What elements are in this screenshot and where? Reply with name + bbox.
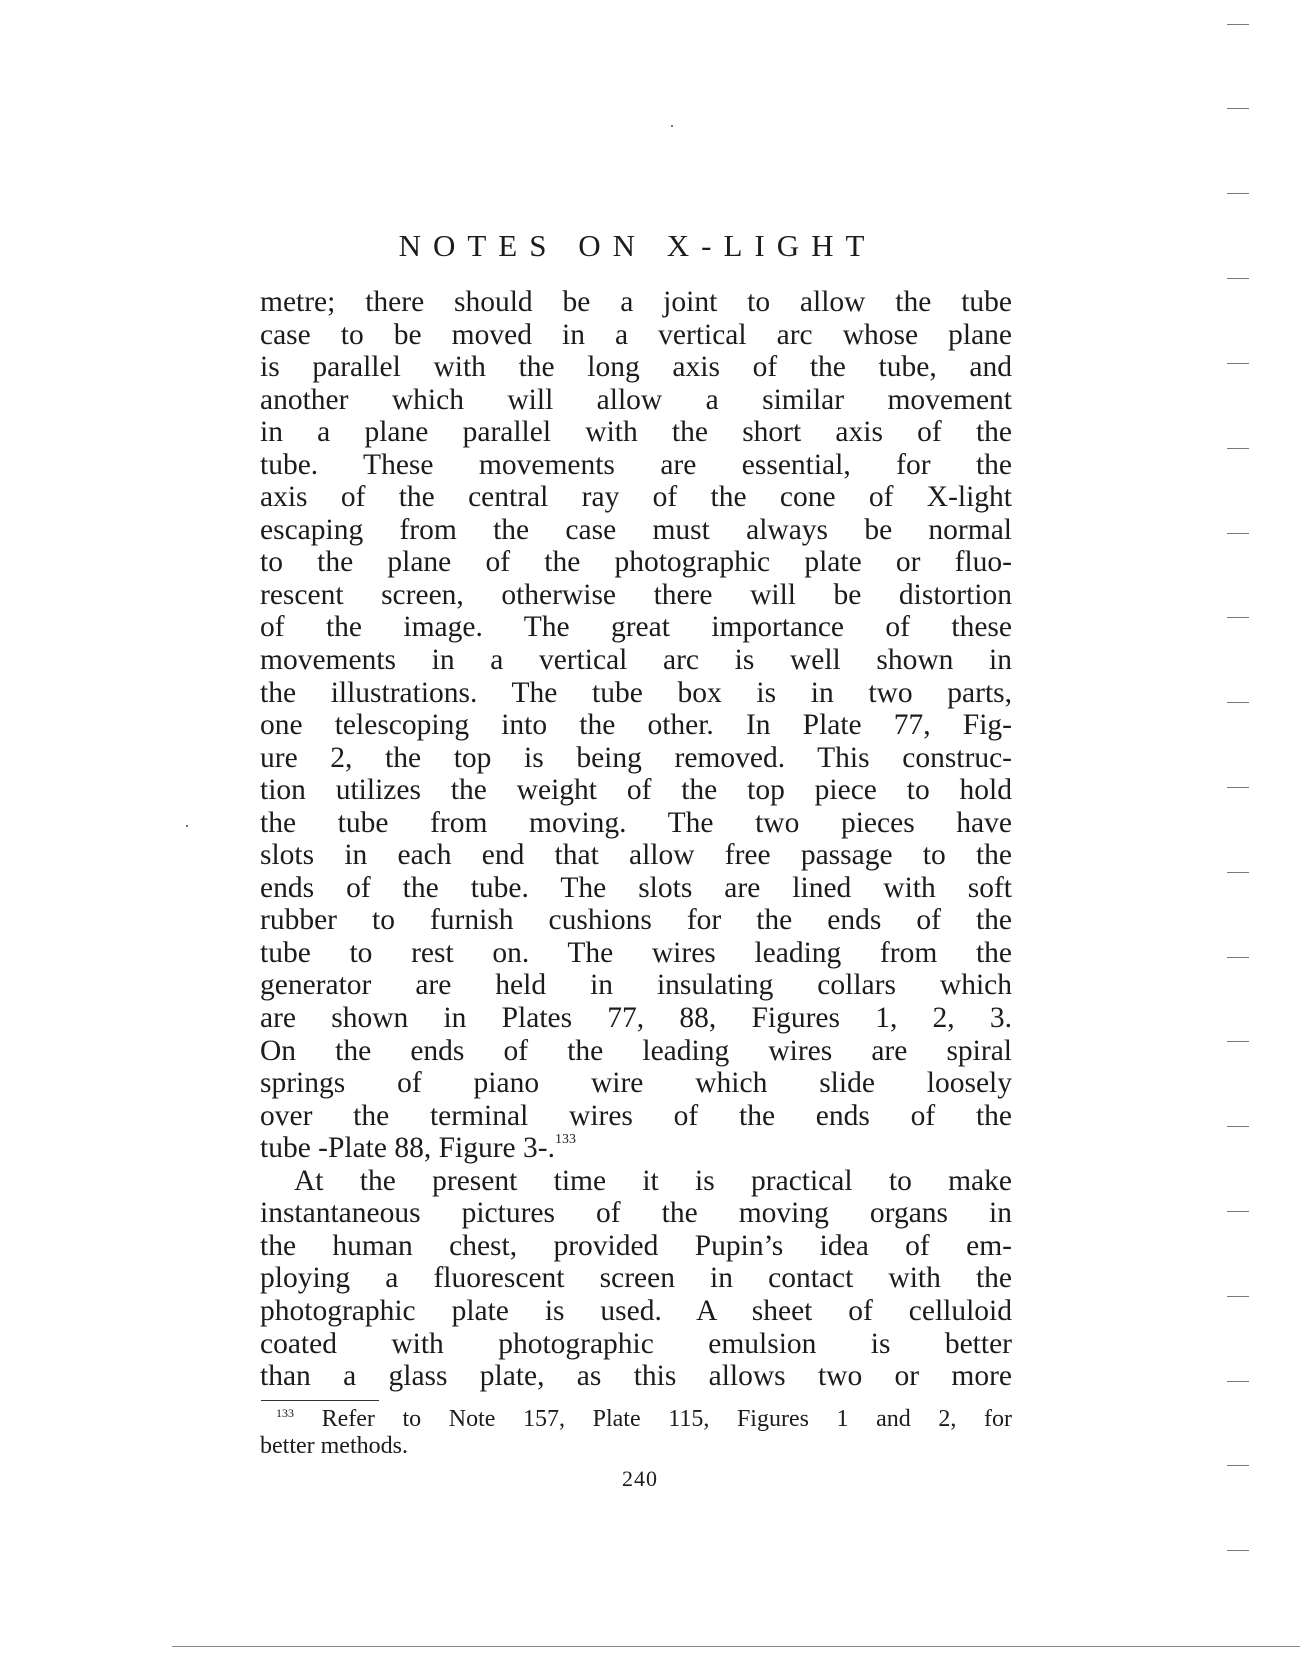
text-line: over the terminal wires of the ends of the — [260, 1099, 1012, 1132]
footnote-divider — [261, 1400, 379, 1401]
text-line: movements in a vertical arc is well shown in — [260, 644, 1012, 677]
text-line: tube to rest on. The wires leading from the — [260, 936, 1012, 969]
margin-tick — [1227, 448, 1249, 449]
margin-tick — [1227, 1126, 1249, 1127]
text-line: tube. These movements are essential, for the — [260, 448, 1012, 481]
text-line: to the plane of the photographic plate or fluo- — [260, 546, 1012, 579]
margin-tick — [1227, 193, 1249, 194]
page-number: 240 — [622, 1466, 658, 1491]
text-line: escaping from the case must always be normal — [260, 513, 1012, 546]
footnote — [260, 1406, 1012, 1460]
margin-tick — [1227, 1041, 1249, 1042]
margin-tick — [1227, 787, 1249, 788]
text-line: ure 2, the top is being removed. This construc- — [260, 741, 1012, 774]
text-line: metre; there should be a joint to allow the tube — [260, 286, 1012, 318]
text-line: is parallel with the long axis of the tube, and — [260, 351, 1012, 384]
margin-tick — [1227, 1381, 1249, 1382]
text-line: instantaneous pictures of the moving organs in — [260, 1197, 1012, 1230]
footnote-line — [260, 1406, 1012, 1433]
scan-speck — [186, 825, 188, 827]
text-line: of the image. The great importance of these — [260, 611, 1012, 644]
margin-tick — [1227, 617, 1249, 618]
margin-tick — [1227, 1465, 1249, 1466]
margin-tick — [1227, 363, 1249, 364]
text-line: coated with photographic emulsion is better — [260, 1327, 1012, 1360]
margin-tick — [1227, 278, 1249, 279]
text-line: tion utilizes the weight of the top piece to hold — [260, 774, 1012, 807]
text-line: slots in each end that allow free passage to the — [260, 839, 1012, 872]
text-line: generator are held in insulating collars which — [260, 969, 1012, 1002]
margin-tick — [1227, 108, 1249, 109]
margin-tick — [1227, 702, 1249, 703]
text-line: are shown in Plates 77, 88, Figures 1, 2, 3. — [260, 1002, 1012, 1035]
scan-edge-line — [172, 1646, 1300, 1647]
margin-tick — [1227, 872, 1249, 873]
scan-speck — [671, 125, 673, 127]
text-line: case to be moved in a vertical arc whose plane — [260, 318, 1012, 351]
margin-tick — [1227, 533, 1249, 534]
text-line: another which will allow a similar movement — [260, 383, 1012, 416]
footnote-line: better methods. — [260, 1433, 408, 1459]
text-line: in a plane parallel with the short axis of the — [260, 416, 1012, 449]
text-line: tube -Plate 88, Figure 3-. — [260, 1132, 555, 1165]
running-head: NOTES ON X-LIGHT — [398, 228, 877, 263]
text-line: ends of the tube. The slots are lined with soft — [260, 871, 1012, 904]
text-line: the tube from moving. The two pieces have — [260, 806, 1012, 839]
text-line: the human chest, provided Pupin’s idea of em- — [260, 1229, 1012, 1262]
margin-tick — [1227, 1211, 1249, 1212]
footnote-reference[interactable]: 133 — [554, 1132, 576, 1148]
footnote-number: 133 — [276, 1406, 294, 1420]
footnote-text: Refer to Note 157, Plate 115, Figures 1 and 2, for — [321, 1406, 1012, 1432]
text-line: photographic plate is used. A sheet of celluloid — [260, 1294, 1012, 1327]
text-line: On the ends of the leading wires are spiral — [260, 1034, 1012, 1067]
margin-tick — [1227, 24, 1249, 25]
text-line: springs of piano wire which slide loosely — [260, 1067, 1012, 1100]
paragraph-last-line — [260, 1132, 1012, 1165]
text-line: one telescoping into the other. In Plate 77, Fig- — [260, 709, 1012, 742]
margin-tick — [1227, 1296, 1249, 1297]
text-line: At the present time it is practical to make — [294, 1164, 1012, 1197]
margin-tick — [1227, 957, 1249, 958]
text-line: rescent screen, otherwise there will be distortion — [260, 578, 1012, 611]
body-text — [260, 286, 1012, 1393]
text-line: ploying a fluorescent screen in contact with the — [260, 1262, 1012, 1295]
text-line: rubber to furnish cushions for the ends of the — [260, 904, 1012, 937]
text-line: than a glass plate, as this allows two or more — [260, 1360, 1012, 1393]
text-line: the illustrations. The tube box is in two parts, — [260, 676, 1012, 709]
margin-tick — [1227, 1550, 1249, 1551]
text-line: axis of the central ray of the cone of X-light — [260, 481, 1012, 514]
